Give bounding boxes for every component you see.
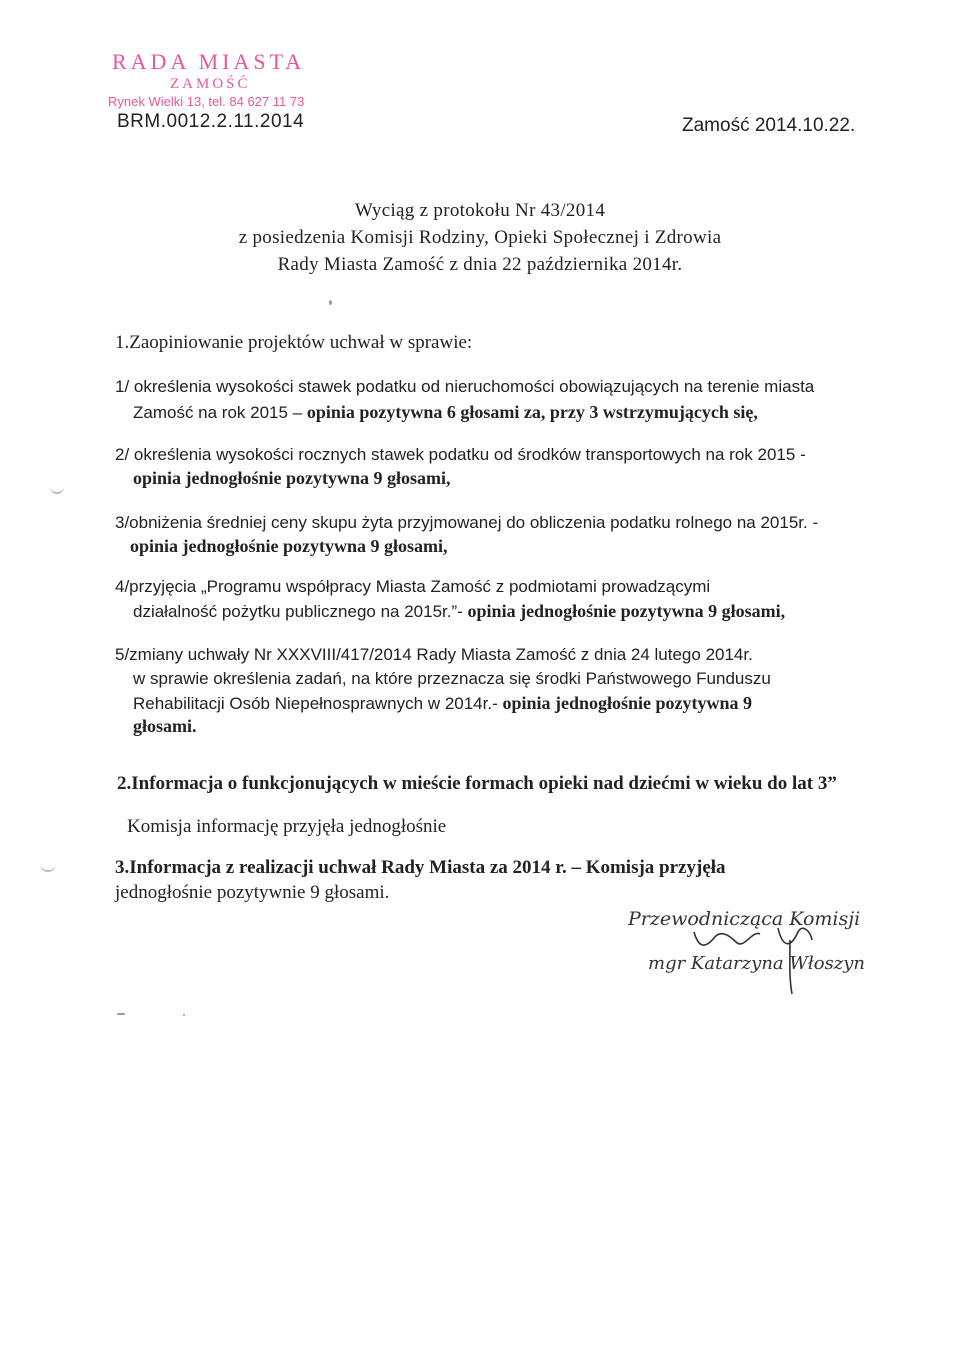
- document-heading: [0, 197, 960, 278]
- item-5-opinion-end: głosami.: [133, 716, 197, 736]
- item-2-line-1: 2/ określenia wysokości rocznych stawek podatku od środków transportowych na rok 2015 -: [115, 445, 806, 464]
- point-2-title: [117, 772, 837, 796]
- item-1-line-2: [133, 400, 758, 425]
- item-5-text: Rehabilitacji Osób Niepełnosprawnych w 2014r.-: [133, 694, 503, 713]
- reference-number: BRM.0012.2.11.2014: [117, 111, 305, 132]
- speck: [183, 1014, 185, 1016]
- item-4-opinion: opinia jednogłośnie pozytywna 9 głosami,: [467, 601, 786, 621]
- signature-title: Przewodnicząca Komisji: [628, 908, 861, 930]
- item-1-text: Zamość na rok 2015 –: [133, 403, 307, 422]
- item-4-text: działalność pożytku publicznego na 2015r.”-: [133, 602, 468, 621]
- item-4-line-2: [133, 599, 785, 624]
- point-3-line-1-text: 3.Informacja z realizacji uchwał Rady Miasta za 2014 r. – Komisja przyjęła: [115, 857, 726, 878]
- item-2-line-2: [133, 466, 451, 490]
- heading-line-1: Wyciąg z protokołu Nr 43/2014: [354, 200, 606, 221]
- punch-hole-mark: [40, 848, 56, 872]
- point-3-line-1: [115, 856, 726, 880]
- speck: [329, 300, 332, 305]
- handwritten-signature: [690, 920, 840, 1000]
- stamp-line-1: RADA MIASTA: [112, 49, 306, 74]
- item-1-opinion: opinia pozytywna 6 głosami za, przy 3 wstrzymujących się,: [306, 402, 758, 422]
- speck: [117, 1013, 125, 1015]
- item-3-opinion: opinia jednogłośnie pozytywna 9 głosami,: [130, 536, 448, 556]
- point-2-title-text: 2.Informacja o funkcjonujących w mieście formach opieki nad dziećmi w wieku do lat 3”: [117, 773, 837, 794]
- point-3-line-2: jednogłośnie pozytywnie 9 głosami.: [115, 882, 390, 903]
- item-3-line-1: 3/obniżenia średniej ceny skupu żyta przyjmowanej do obliczenia podatku rolnego na 2015r. -: [115, 513, 819, 532]
- item-5-line-4: [133, 714, 197, 738]
- item-5-line-1: 5/zmiany uchwały Nr XXXVIII/417/2014 Rady Miasta Zamość z dnia 24 lutego 2014r.: [115, 645, 753, 664]
- document-date: Zamość 2014.10.22.: [682, 115, 856, 136]
- item-1-line-1: 1/ określenia wysokości stawek podatku od nieruchomości obowiązujących na terenie miasta: [115, 377, 815, 396]
- item-5-line-3: [133, 691, 752, 716]
- punch-hole-mark: [50, 466, 64, 494]
- item-5-opinion: opinia jednogłośnie pozytywna 9: [502, 693, 753, 713]
- point-2-line-2: Komisja informację przyjęła jednogłośnie: [127, 816, 447, 837]
- item-2-opinion: opinia jednogłośnie pozytywna 9 głosami,: [133, 468, 451, 488]
- signature-name: mgr Katarzyna Włoszyn: [648, 953, 866, 974]
- heading-line-3: Rady Miasta Zamość z dnia 22 października 2014r.: [277, 254, 683, 275]
- point-1-title: 1.Zaopiniowanie projektów uchwał w sprawie:: [115, 332, 473, 353]
- council-stamp: [108, 49, 306, 110]
- heading-line-2: z posiedzenia Komisji Rodziny, Opieki Społecznej i Zdrowia: [238, 227, 722, 248]
- stamp-address: Rynek Wielki 13, tel. 84 627 11 73: [108, 94, 305, 109]
- stamp-line-2: ZAMOŚĆ: [170, 76, 251, 92]
- item-3-line-2: [130, 534, 448, 558]
- item-5-line-2: w sprawie określenia zadań, na które przeznacza się środki Państwowego Funduszu: [133, 669, 771, 688]
- item-4-line-1: 4/przyjęcia „Programu współpracy Miasta Zamość z podmiotami prowadzącymi: [115, 577, 711, 596]
